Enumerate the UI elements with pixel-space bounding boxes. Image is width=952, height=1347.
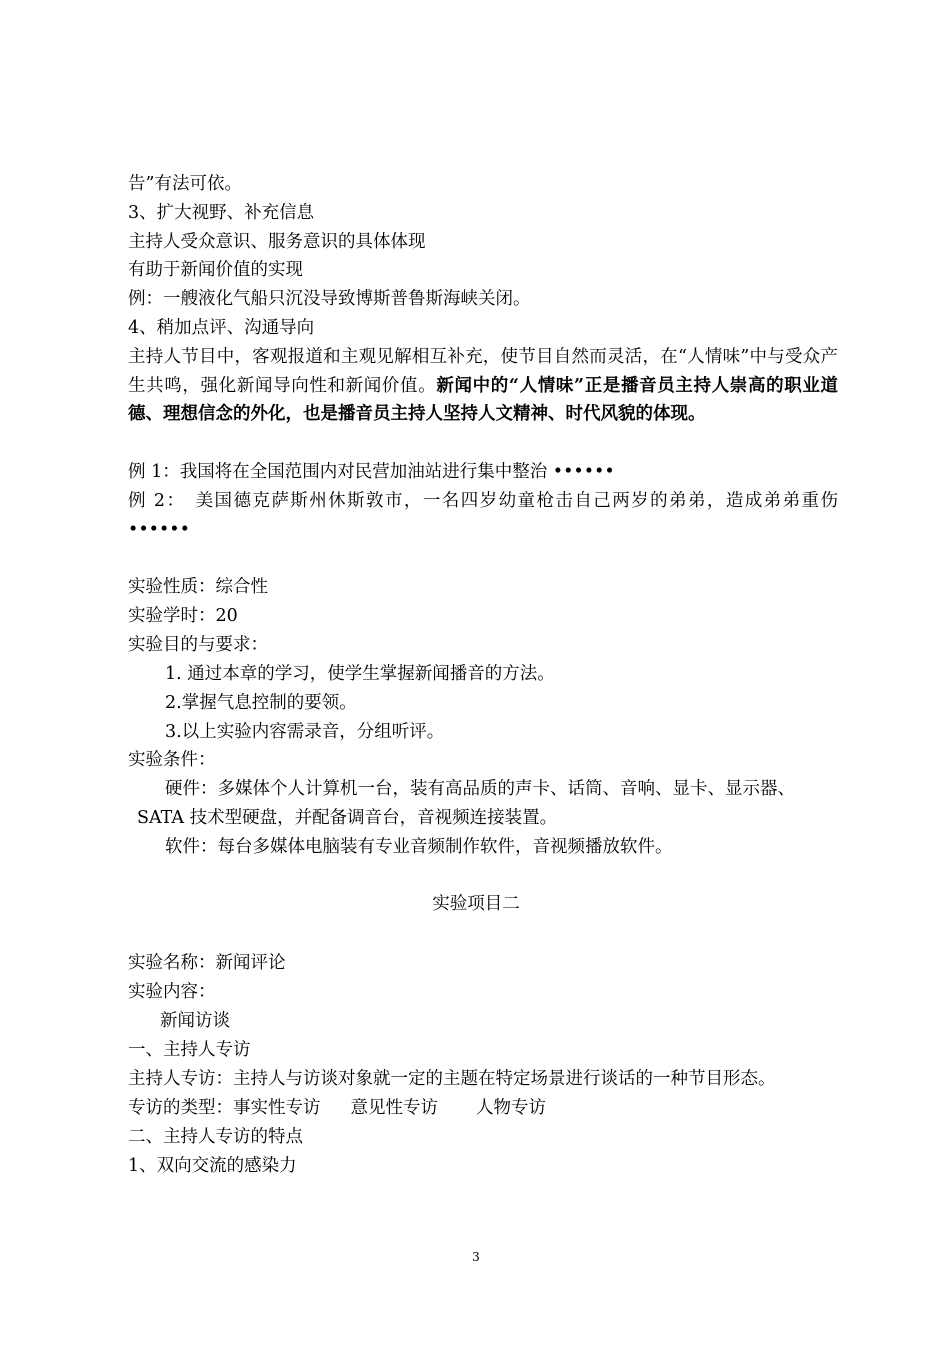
feature-point-1: 1、双向交流的感染力 (128, 1156, 297, 1176)
hardware-line-2: SATA 技术型硬盘，并配备调音台，音视频连接装置。 (137, 808, 558, 828)
interview-types-label: 专访的类型： (128, 1098, 233, 1118)
text-line-audience-awareness: 主持人受众意识、服务意识的具体体现 (128, 232, 426, 252)
interview-type-3: 人物专访 (476, 1098, 546, 1118)
experiment-2-heading: 实验项目二 (432, 894, 520, 914)
heading-commentary: 4、稍加点评、沟通导向 (128, 318, 315, 338)
experiment-2-content-label: 实验内容： (128, 982, 216, 1002)
goal-item-3: 3.以上实验内容需录音，分组听评。 (165, 722, 445, 742)
text-line-continuation: 告”有法可依。 (128, 174, 242, 194)
software-line: 软件：每台多媒体电脑装有专业音频制作软件，音视频播放软件。 (165, 837, 673, 857)
goal-item-1: 1. 通过本章的学习，使学生掌握新闻播音的方法。 (165, 664, 555, 684)
experiment-conditions-label: 实验条件： (128, 750, 216, 770)
hardware-line-1: 硬件：多媒体个人计算机一台，装有高品质的声卡、话筒、音响、显卡、显示器、 (165, 779, 795, 799)
section-host-interview: 一、主持人专访 (128, 1040, 251, 1060)
paragraph-bold-text: 新闻中的“人情味”正是播音员主持人崇高的职业道德、理想信念的外化，也是播音员主持人坚持人文精神、时代风貌的体现。 (128, 375, 838, 425)
example-2: 例 2： 美国德克萨斯州休斯敦市，一名四岁幼童枪击自己两岁的弟弟，造成弟弟重伤 •••••• (128, 491, 838, 540)
experiment-nature: 实验性质：综合性 (128, 577, 268, 597)
interview-type-1: 事实性专访 (233, 1098, 321, 1118)
experiment-hours: 实验学时：20 (128, 606, 238, 626)
goal-item-2: 2.掌握气息控制的要领。 (165, 693, 357, 713)
example-1: 例 1：我国将在全国范围内对民营加油站进行集中整治 •••••• (128, 462, 615, 482)
page-number: 3 (472, 1250, 480, 1264)
text-line-example-ship: 例：一艘液化气船只沉没导致博斯普鲁斯海峡关闭。 (128, 289, 531, 309)
paragraph-human-interest (128, 343, 838, 429)
interview-type-2: 意见性专访 (350, 1098, 438, 1118)
experiment-2-name: 实验名称：新闻评论 (128, 953, 286, 973)
text-line-news-value: 有助于新闻价值的实现 (128, 260, 303, 280)
host-interview-definition: 主持人专访：主持人与访谈对象就一定的主题在特定场景进行谈话的一种节目形态。 (128, 1069, 776, 1089)
interview-types (128, 1095, 546, 1121)
experiment-goal-label: 实验目的与要求： (128, 635, 268, 655)
section-interview-features: 二、主持人专访的特点 (128, 1127, 303, 1147)
heading-expand-vision: 3、扩大视野、补充信息 (128, 203, 315, 223)
experiment-2-sub: 新闻访谈 (160, 1011, 230, 1031)
paragraph-normal-text: 主持人节目中，客观报道和主观见解相互补充，使节目自然而灵活，在“人情味”中与受众产生共鸣，强化新闻导向性和新闻价值。 (128, 347, 838, 396)
